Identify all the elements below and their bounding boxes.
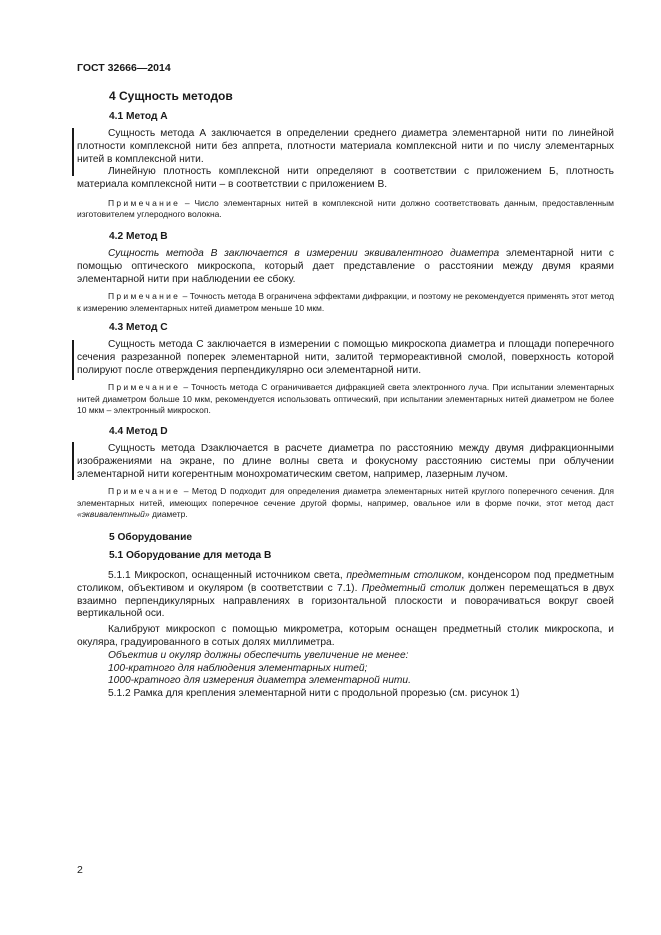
paragraph-text: элементарной нити с помощью оптического микроскопа, который дает представление о расстоянии между двумя краями элементарной нити при наблюдении ее сбоку. [77,248,614,285]
method-d [77,426,614,520]
paragraph-text: 5.1.1 Микроскоп, оснащенный источником света, [108,570,347,581]
note-label: Примечание [108,197,181,208]
subsection-heading: 4.4 Метод D [109,426,168,437]
paragraph-text: , конденсором под предметным столиком, объективом и окуляром (в соответствии с 7.1). [77,570,614,594]
note [77,198,614,220]
note [77,291,614,313]
paragraph: 5.1.2 Рамка для крепления элементарной нити с продольной прорезью (см. рисунок 1) [108,688,520,700]
note-label: Примечание [108,382,181,393]
note [77,486,614,520]
section-4 [77,89,614,103]
subsection-heading: 4.3 Метод С [109,322,168,333]
paragraph: Линейную плотность комплексной нити определяют в соответствии с приложением Б, плотность материала комплексной нити – в соответствии с приложением В. [77,166,614,191]
subsection-heading: 5.1 Оборудование для метода В [109,550,272,561]
section-title: 4 Сущность методов [109,89,233,103]
paragraph: Калибруют микроскоп с помощью микрометра, которым оснащен предметный столик микроскопа, и окуляра, градуированного в сотых долях миллиметра. [77,624,614,648]
change-bar [72,442,74,480]
page-number: 2 [77,864,83,876]
method-a [77,111,614,220]
method-c [77,322,614,416]
subsection-heading: 4.1 Метод А [109,111,168,122]
paragraph: Сущность метода А заключается в определении среднего диаметра элементарной нити по линейной плотности комплексной нити без аппрета, плотности материала комплексной нити и по числу элементарных нитей в комплексной нити. [77,128,614,165]
paragraph: Сущность метода Dзаключается в расчете диаметра по расстоянию между двумя дифракционными изображениями на экране, по длине волны света и фокусному расстоянию системы при облучении элементарной нити когерентным монохроматическим светом, например, лазерным лучом. [77,443,614,480]
subsection-heading: 4.2 Метод В [109,231,168,242]
italic-text: Предметный столик [361,582,466,594]
document-code: ГОСТ 32666—2014 [77,62,171,74]
note [77,382,614,416]
paragraph: Сущность метода С заключается в измерении с помощью микроскопа диаметра и площади поперечного сечения разрезанной поперек элементарной нити, залитой термореактивной смолой, поверхность которой полируют после отверждения перпендикулярно оси элементарной нити. [77,339,614,376]
change-bar [72,128,74,176]
italic-text: Сущность метода В заключается в измерении эквивалентного диаметра [108,248,500,259]
change-bar [72,340,74,380]
note-text: – Метод D подходит для определения диаметра элементарных нитей круглого поперечного сечения. Для элементарных нитей, имеющих поперечное сечение другой формы, например, овальное или в форме почки, этот метод даст [77,486,614,508]
section-5 [77,532,614,701]
note-text: диаметр. [149,508,188,519]
paragraph [77,570,614,621]
note-text: – Точность метода В ограничена эффектами дифракции, и поэтому не рекомендуется применять этот метод к измерению элементарных нитей диаметром меньше 10 мкм. [77,291,614,313]
paragraph [77,248,614,286]
italic-text: 100-кратного для наблюдения элементарных нитей; [108,662,368,674]
paragraph-text: должен перемещаться в двух взаимно перпендикулярных направлениях в горизонтальной плоскости и поворачиваться вокруг своей вертикальной оси. [77,582,614,620]
list-item [77,663,614,676]
note-text: – Число элементарных нитей в комплексной нити должно соответствовать данным, предоставленным изготовителем углеродного волокна. [77,197,614,220]
italic-text: Объектив и окуляр должны обеспечить увеличение не менее: [108,649,409,661]
note-label: Примечание [108,291,181,302]
italic-text: «эквивалентный» [77,508,150,519]
section-title: 5 Оборудование [109,532,193,543]
note-label: Примечание [108,486,181,497]
italic-text: 1000-кратного для измерения диаметра элементарной нити. [108,675,411,687]
list-item [77,675,614,688]
method-b [77,231,614,314]
italic-text: предметным столиком [346,570,462,581]
note-text: – Точность метода С ограничивается дифракцией света электронного луча. При испытании элементарных нитей диаметром больше 10 мкм, рекомендуется использовать оптический, при испытании элементарных нитей диаметром не более 10 мкм – электронный микроскоп. [77,382,614,415]
paragraph [77,650,614,663]
